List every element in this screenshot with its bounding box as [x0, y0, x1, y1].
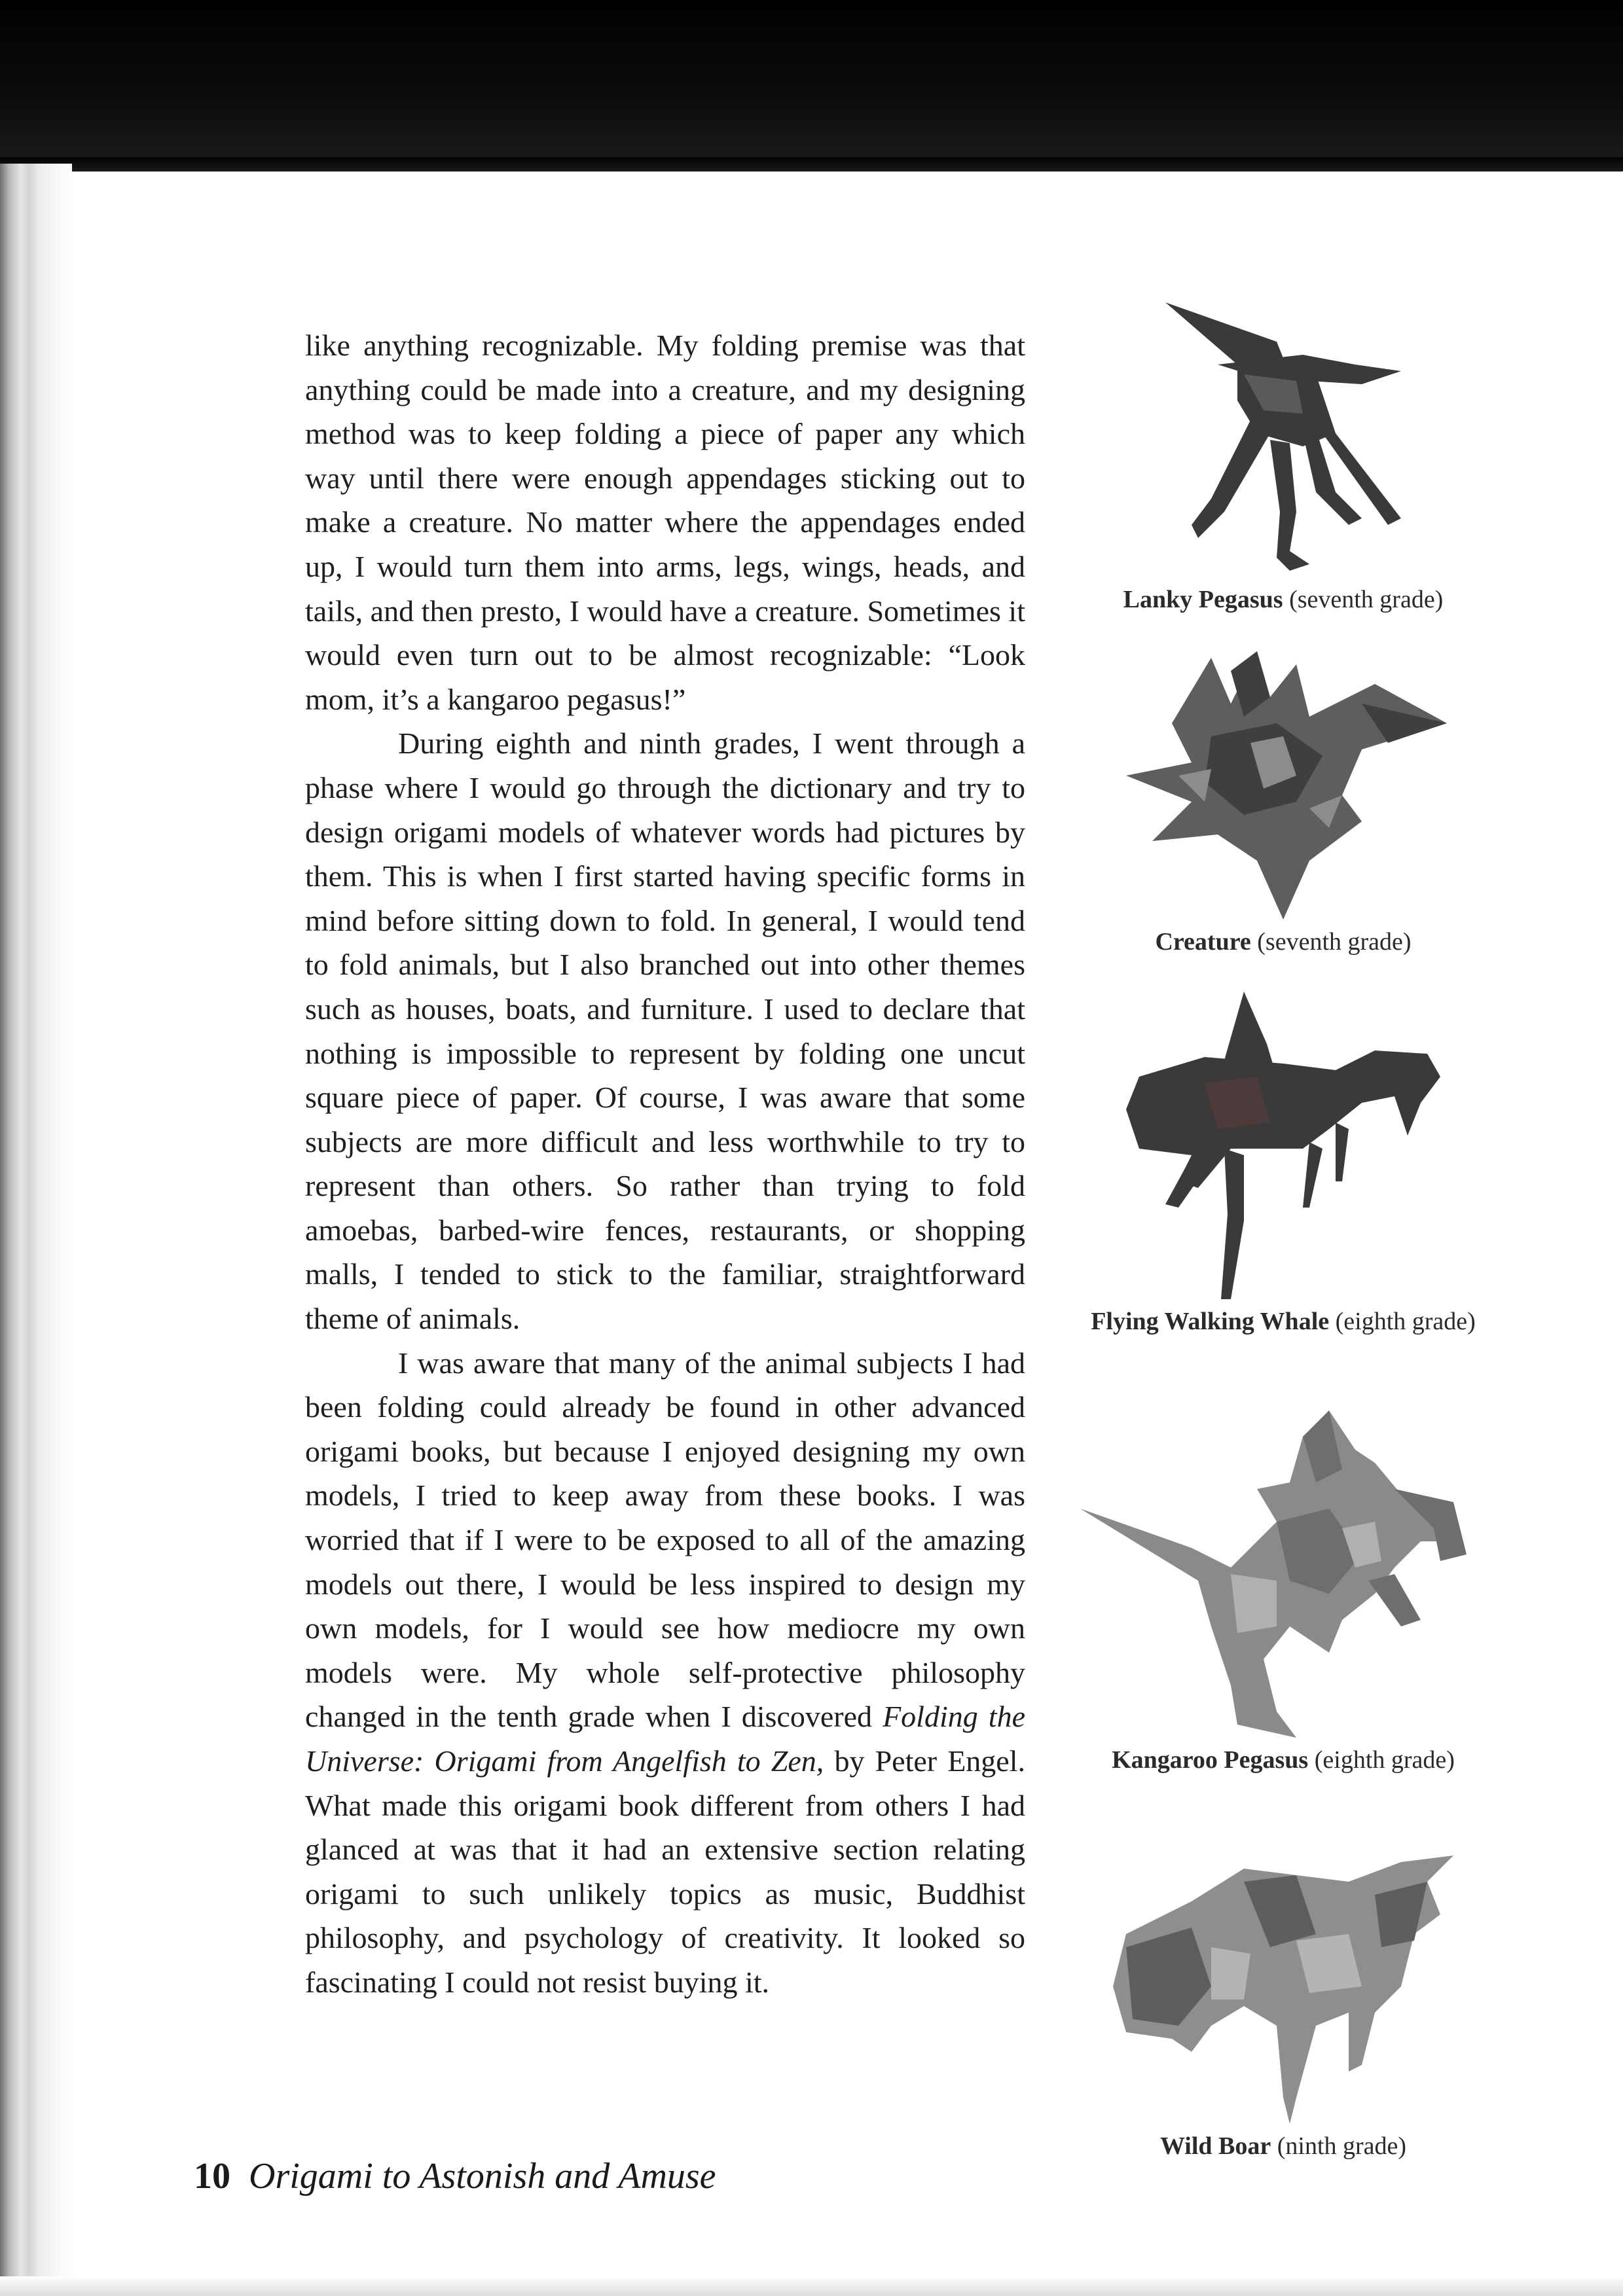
- figure-name-lanky-pegasus: Lanky Pegasus: [1123, 586, 1283, 613]
- figure-caption-lanky-pegasus: [1074, 584, 1493, 615]
- paragraph-3: [305, 1341, 1025, 2005]
- figure-caption-creature: [1074, 926, 1493, 958]
- paragraph-2: During eighth and ninth grades, I went through a phase where I would go through the dictionary and try to design origami models of whatever words had pictures by them. This is when I first started having specific forms in mind before sitting down to fold. In general, I would tend to fold animals, but I also branched out into other themes such as houses, boats, and furniture. I used to declare that nothing is impossible to represent by folding one uncut square piece of paper. Of course, I was aware that some subjects are more difficult and less worthwhile to try to represent than others. So rather than trying to fold amoebas, barbed-wire fences, restaurants, or shopping malls, I tended to stick to the familiar, straightforward theme of animals.: [305, 726, 1025, 1336]
- figure-grade-lanky-pegasus: (seventh grade): [1289, 586, 1444, 613]
- paragraph-3-text-before: I was aware that many of the animal subjects I had been folding could already be found in other advanced origami books, but because I enjoyed designing my own models, I tried to keep away from these books. I was worried that if I were to be exposed to all of the amazing models out there, I would be less inspired to design my own models, for I would see how mediocre my own models were. My whole self-protective philosophy changed in the tenth grade when I discovered: [305, 1346, 1025, 1734]
- figure-grade-creature: (seventh grade): [1257, 928, 1412, 956]
- page-footer: [194, 2153, 716, 2199]
- origami-flying-walking-whale-icon: [1113, 992, 1453, 1299]
- scan-top-background: [0, 0, 1623, 171]
- figure-caption-kangaroo-pegasus: [1074, 1744, 1493, 1776]
- origami-lanky-pegasus-icon: [1139, 302, 1427, 577]
- paragraph-1: like anything recognizable. My folding premise was that anything could be made into a creature, and my designing method was to keep folding a piece of paper any which way until there were enough appendages sticking out to make a creature. No matter where the appendages ended up, I would turn them into arms, legs, wings, heads, and tails, and then presto, I would have a creature. Sometimes it would even turn out to be almost recognizable: “Look mom, it’s a kangaroo pegasus!”: [305, 329, 1025, 716]
- figure-grade-wild-boar: (ninth grade): [1277, 2132, 1407, 2160]
- page-number: 10: [194, 2156, 230, 2197]
- page-bottom-shadow: [0, 2276, 1623, 2296]
- running-book-title: Origami to Astonish and Amuse: [249, 2156, 716, 2197]
- figure-caption-wild-boar: [1074, 2130, 1493, 2162]
- figure-flying-walking-whale: [1074, 992, 1493, 1337]
- figure-creature: [1074, 645, 1493, 958]
- origami-wild-boar-icon: [1100, 1856, 1467, 2124]
- page-stack-edge: [0, 164, 72, 2296]
- paragraph-3-text-after: by Peter Engel. What made this origami book different from others I had glanced at was that it had an extensive section relating origami to such unlikely topics as music, Buddhist philosophy, and psychology of creativity. It looked so fascinating I could not resist buying it.: [305, 1744, 1025, 1999]
- page-top-shadow: [0, 157, 1623, 173]
- figure-name-wild-boar: Wild Boar: [1159, 2132, 1271, 2160]
- body-text: [305, 323, 1025, 2005]
- figure-lanky-pegasus: [1074, 302, 1493, 615]
- origami-kangaroo-pegasus-icon: [1080, 1410, 1486, 1738]
- figure-wild-boar: [1074, 1856, 1493, 2162]
- figure-name-creature: Creature: [1155, 928, 1251, 956]
- origami-creature-icon: [1113, 645, 1453, 920]
- figure-name-flying-walking-whale: Flying Walking Whale: [1091, 1308, 1330, 1335]
- figure-caption-flying-walking-whale: [1074, 1306, 1493, 1337]
- figure-kangaroo-pegasus: [1074, 1410, 1493, 1776]
- figure-grade-flying-walking-whale: (eighth grade): [1335, 1308, 1476, 1335]
- figure-grade-kangaroo-pegasus: (eighth grade): [1314, 1746, 1455, 1774]
- figure-name-kangaroo-pegasus: Kangaroo Pegasus: [1112, 1746, 1309, 1774]
- book-reference-title: Folding the Universe: Origami from Angelfish to Zen,: [305, 1700, 1025, 1778]
